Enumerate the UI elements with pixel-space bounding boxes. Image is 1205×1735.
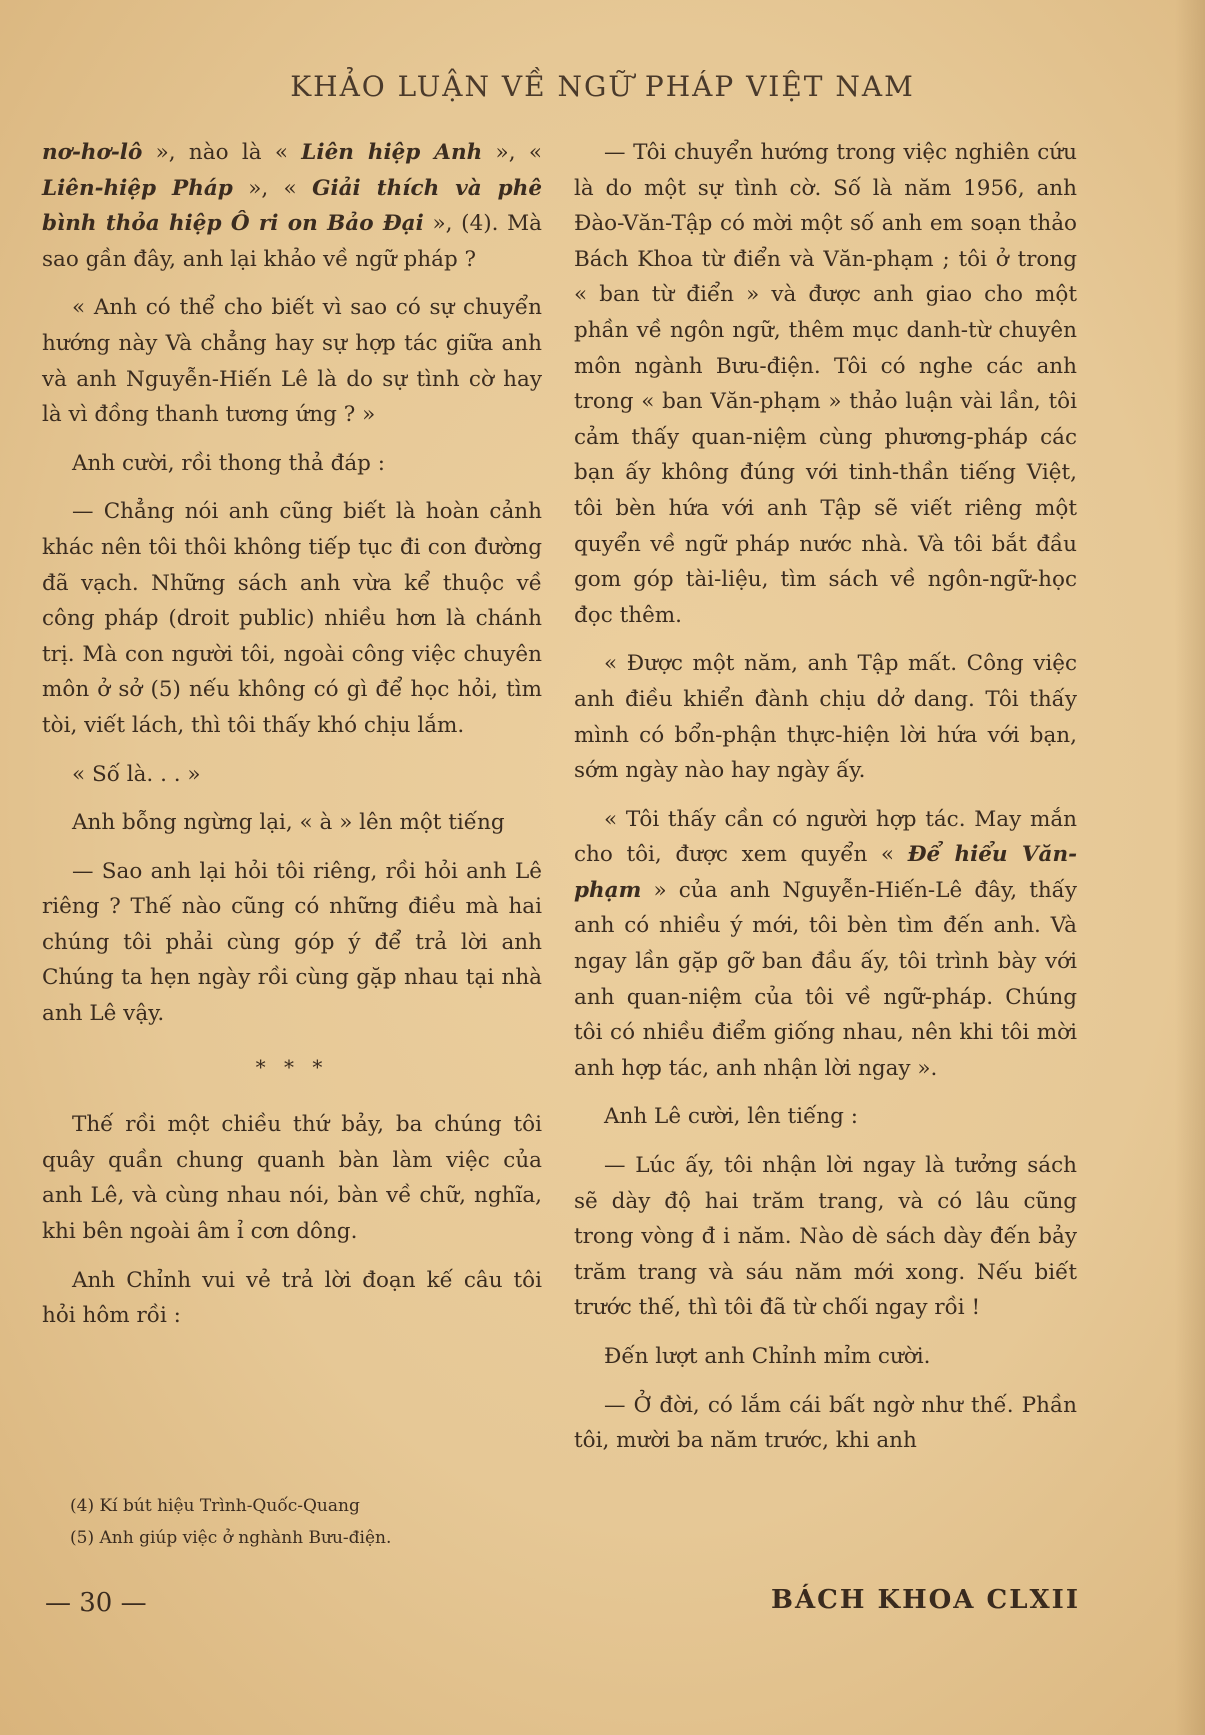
text-run: », nào là « bbox=[142, 140, 302, 165]
paragraph: « Số là. . . » bbox=[72, 761, 201, 787]
page-number: — 30 — bbox=[45, 1588, 147, 1618]
paragraph: — Sao anh lại hỏi tôi riêng, rồi hỏi anh Lê riêng ? Thế nào cũng có những điều mà hai chúng tôi phải cùng góp ý để trả lời anh Chúng ta hẹn ngày rồi cùng gặp nhau tại nhà anh Lê vậy. bbox=[42, 858, 542, 1027]
paragraph: — Chẳng nói anh cũng biết là hoàn cảnh khác nên tôi thôi không tiếp tục đi con đường đã vạch. Những sách anh vừa kể thuộc về công pháp (droit public) nhiều hơn là chánh trị. Mà con người tôi, ngoài công việc chuyên môn ở sở (5) nếu không có gì để học hỏi, tìm tòi, viết lách, thì tôi thấy khó chịu lắm. bbox=[42, 499, 542, 738]
paragraph: — Tôi chuyển hướng trong việc nghiên cứu là do một sự tình cờ. Số là năm 1956, anh Đào-Văn-Tập có mời một số anh em soạn thảo Bách Khoa từ điển và Văn-phạm ; tôi ở trong « ban từ điển » và được anh giao cho một phần về ngôn ngữ, thêm mục danh-từ chuyên môn ngành Bưu-điện. Tôi có nghe các anh trong « ban Văn-phạm » thảo luận vài lần, tôi cảm thấy quan-niệm cùng phương-pháp các bạn ấy không đúng với tinh-thần tiếng Việt, tôi bèn hứa với anh Tập sẽ viết riêng một quyển về ngữ pháp nước nhà. Và tôi bắt đầu gom góp tài-liệu, tìm sách về ngôn-ngữ-học đọc thêm. bbox=[574, 140, 1077, 628]
text-run: », (4). Mà sao gần đây, anh lại khảo về ngữ pháp ? bbox=[42, 211, 543, 272]
running-header: KHẢO LUẬN VỀ NGỮ PHÁP VIỆT NAM bbox=[290, 70, 915, 103]
right-column bbox=[574, 135, 1077, 1472]
footnotes bbox=[70, 1490, 540, 1554]
paragraph: « Được một năm, anh Tập mất. Công việc anh điều khiển đành chịu dở dang. Tôi thấy mình có bổn-phận thực-hiện lời hứa với bạn, sớm ngày nào hay ngày ấy. bbox=[574, 651, 1077, 784]
italic-text: Liên-hiệp Pháp bbox=[42, 175, 233, 201]
paragraph: — Ở đời, có lắm cái bất ngờ như thế. Phần tôi, mười ba năm trước, khi anh bbox=[574, 1392, 1077, 1454]
footnote-4: (4) Kí bút hiệu Trình-Quốc-Quang bbox=[70, 1496, 360, 1516]
paragraph bbox=[574, 802, 1077, 1087]
paragraph: Anh cười, rồi thong thả đáp : bbox=[72, 450, 386, 476]
footnote-5: (5) Anh giúp việc ở nghành Bưu-điện. bbox=[70, 1528, 392, 1548]
text-run: » của anh Nguyễn-Hiến-Lê đây, thấy anh có nhiều ý mới, tôi bèn tìm đến anh. Và ngay lần gặp gỡ ban đầu ấy, tôi trình bày với anh quan-niệm của tôi về ngữ-pháp. Chúng tôi có nhiều điểm giống nhau, nên khi tôi mời anh hợp tác, anh nhận lời ngay ». bbox=[574, 877, 1077, 1081]
journal-name: BÁCH KHOA CLXII bbox=[771, 1585, 1080, 1615]
page-edge-shadow bbox=[1175, 0, 1205, 1735]
paragraph bbox=[42, 135, 542, 277]
left-column bbox=[42, 135, 542, 1347]
section-divider: * * * bbox=[255, 1054, 329, 1079]
paragraph: Anh bỗng ngừng lại, « à » lên một tiếng bbox=[72, 810, 505, 836]
text-run: », « bbox=[232, 175, 313, 201]
paragraph: Anh Lê cười, lên tiếng : bbox=[604, 1104, 858, 1130]
paragraph: « Anh có thể cho biết vì sao có sự chuyển hướng này Và chẳng hay sự hợp tác giữa anh và anh Nguyễn-Hiến Lê là do sự tình cờ hay là vì đồng thanh tương ứng ? » bbox=[42, 295, 542, 428]
text-run: », « bbox=[482, 140, 542, 165]
paragraph: Đến lượt anh Chỉnh mỉm cười. bbox=[604, 1344, 931, 1369]
italic-text: Để hiểu Văn-phạm bbox=[574, 842, 1078, 903]
paragraph: Thế rồi một chiều thứ bảy, ba chúng tôi quây quần chung quanh bàn làm việc của anh Lê, và cùng nhau nói, bàn về chữ, nghĩa, khi bên ngoài âm ỉ cơn dông. bbox=[42, 1112, 542, 1245]
text-run: « Tôi thấy cần có người hợp tác. May mắn cho tôi, được xem quyển « bbox=[574, 806, 1077, 868]
paragraph: Anh Chỉnh vui vẻ trả lời đoạn kế câu tôi hỏi hôm rồi : bbox=[42, 1267, 542, 1329]
italic-text: Giải thích và phê bình thỏa hiệp Ô ri on Bảo Đại bbox=[42, 175, 543, 237]
paragraph: — Lúc ấy, tôi nhận lời ngay là tưởng sách sẽ dày độ hai trăm trang, và có lâu cũng trong vòng đ i năm. Nào dè sách dày đến bảy trăm trang và sáu năm mới xong. Nếu biết trước thế, thì tôi đã từ chối ngay rồi ! bbox=[574, 1153, 1077, 1321]
italic-text: nơ-hơ-lô bbox=[42, 140, 143, 165]
italic-text: Liên hiệp Anh bbox=[301, 140, 483, 165]
